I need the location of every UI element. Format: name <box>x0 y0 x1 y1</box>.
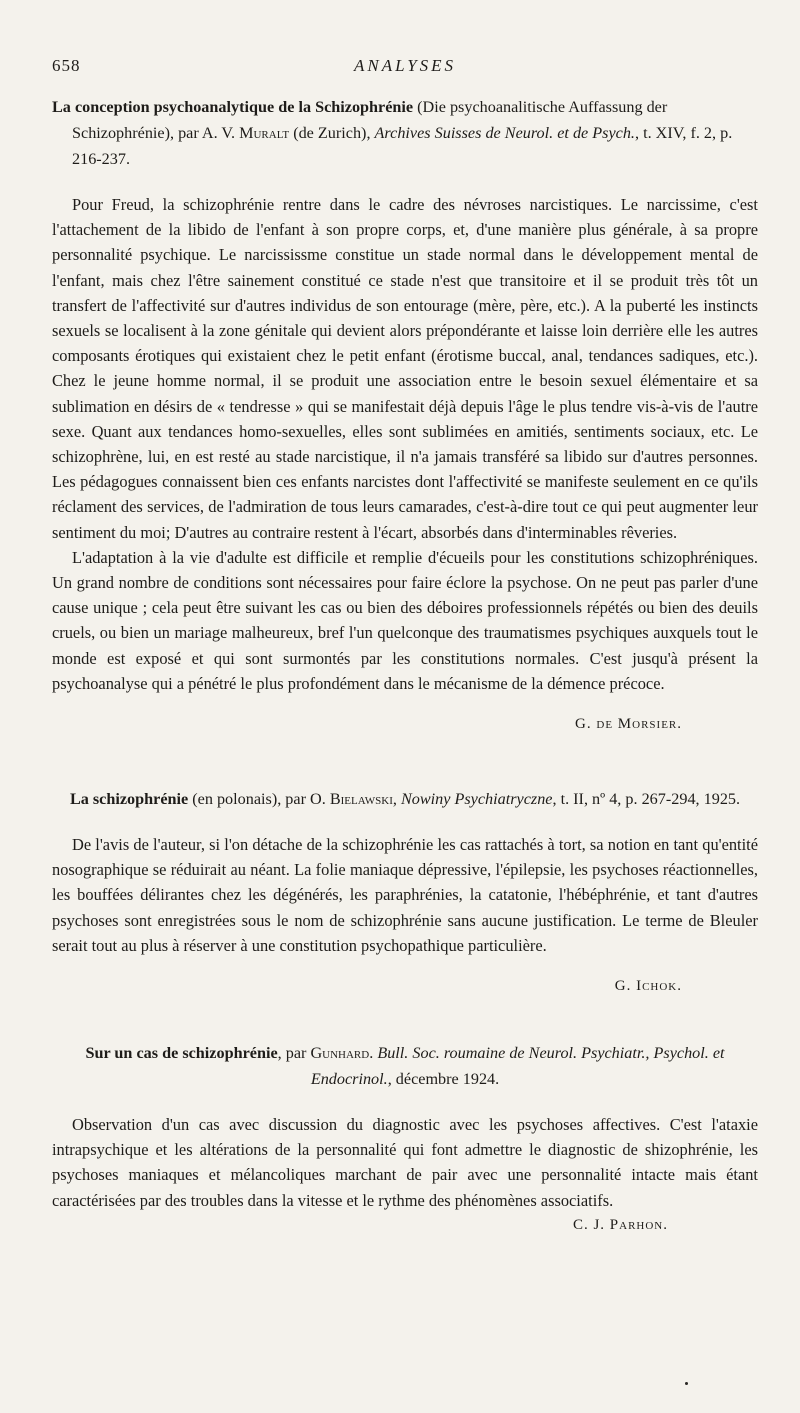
journal-name: Bull. Soc. roumaine de Neurol. Psychiatr., Psychol. et Endocrinol. <box>310 1044 725 1089</box>
paragraph <box>52 1112 758 1233</box>
paragraph: L'adaptation à la vie d'adulte est difficile et remplie d'écueils pour les constitutions schizophréniques. Un grand nombre de conditions sont nécessaires pour faire éclore la psychose. On ne peut pas parler d'une cause unique ; cela peut être suivant les cas ou bien des déboires professionnels répétés ou bien des deuils cruels, ou bien un mariage malheureux, bref l'un quelconque des traumatismes psychiques auxquels tout le monde est exposé et qui sont surmontés par les constitutions normales. C'est jusqu'à présent la psychoanalyse qui a pénétré le plus profondément dans le mécanisme de la démence précoce. <box>52 547 758 693</box>
journal-ref: , t. II, nº 4, p. 267-294, 1925. <box>552 790 741 809</box>
ink-speck <box>685 1382 688 1385</box>
article-heading <box>52 786 758 812</box>
signature: C. J. Parhon. <box>572 1216 668 1233</box>
journal-ref: , décembre 1924. <box>387 1070 500 1089</box>
page-number: 658 <box>52 56 81 75</box>
original-title: (Die psychoanalitische Auffassung der Schizophrénie), par A. V. <box>72 98 668 142</box>
journal-name: Nowiny Psychiatryczne <box>400 790 553 809</box>
article-title: La conception psychoanalytique de la Schizophrénie <box>52 98 414 116</box>
journal-name: Archives Suisses de Neurol. et de Psych. <box>374 124 635 142</box>
article-heading <box>52 94 758 172</box>
author-name: Gunhard <box>310 1044 370 1063</box>
article-title: Sur un cas de schizophrénie <box>85 1044 278 1063</box>
article-title: La schizophrénie <box>69 790 189 809</box>
signature: G. Ichok. <box>614 978 682 995</box>
article-heading <box>52 1040 758 1092</box>
paragraph: De l'avis de l'auteur, si l'on détache de la schizophrénie les cas rattachés à tort, sa notion en tant qu'entité nosographique se réduirait au néant. La folie maniaque dépressive, l'épilepsie, les psychoses réactionnelles, les bouffées délirantes chez les dégénérés, les paraphrénies, la catatonie, l'hébéphrénie, et tant d'autres psychoses sont enregistrées sous le nom de schizophrénie sans aucune justification. Le terme de Bleuler serait tout au plus à réserver à une constitution psychopathique particulière. <box>52 835 758 955</box>
page <box>52 52 758 1238</box>
author-place: (de Zurich), <box>289 124 375 142</box>
running-head <box>52 52 758 82</box>
original-title: (en polonais), par O. <box>188 790 330 809</box>
signature: G. de Morsier. <box>575 716 682 733</box>
paragraph-text: Observation d'un cas avec discussion du diagnostic avec les psychoses affectives. C'est l'ataxie intrapsychique et les altérations de la personnalité qui font admettre le diagnostic de shizophrénie, les psychoses maniaques et mélancoliques marchant de pair avec une personnalité intacte mais étant caractérisées par des troubles dans la vitesse et le rythme des phénomènes associatifs. <box>52 1115 758 1210</box>
article-muralt <box>52 94 758 736</box>
paragraph: Pour Freud, la schizophrénie rentre dans le cadre des névroses narcistiques. Le narcissime, c'est l'attachement de la libido de l'enfant à son propre corps, et, d'une manière plus générale, à sa propre personnalité psychique. Le narcississme constitue un stade normal dans le développement mental de l'enfant, mais chez l'être sainement constitué ce stade n'est que transitoire et il se produit très tôt un transfert de l'affectivité sur d'autres individus de son entourage (mère, père, etc.). A la puberté les instincts sexuels se localisent à la zone génitale qui devient alors prépondérante et laisse loin derrière elle les autres composants érotiques qui existaient chez le petit enfant (érotisme buccal, anal, tendances sadiques, etc.). Chez le jeune homme normal, il se produit une association entre le besoin sexuel élémentaire et sa sublimation en désirs de « tendresse » qui se manifestait déjà depuis l'âge le plus tendre vis-à-vis de l'autre sexe. Quant aux tendances homo-sexuelles, elles sont sublimées en amitiés, sentiments sociaux, etc. Le schizophrène, lui, en est resté au stade narcistique, il n'a jamais transféré sa libido sur d'autres personnes. Les pédagogues connaissent bien ces enfants narcistes dont l'affectivité se manifeste seulement en ce qu'ils réclament des services, de l'admiration de tous leurs camarades, c'est-à-dire tout ce qui peut augmenter leur sentiment du moi; D'autres au contraire restent à l'écart, absorbés dans d'interminables rêveries. <box>52 195 758 542</box>
author-place: . <box>369 1044 378 1063</box>
article-gunhard <box>52 1040 758 1233</box>
article-bielawski <box>52 786 758 998</box>
author-name: Bielawski <box>329 790 393 809</box>
author-place: , <box>392 790 401 809</box>
original-title: , par <box>277 1044 311 1063</box>
section-title: ANALYSES <box>353 56 457 75</box>
author-name: Muralt <box>239 124 290 142</box>
journal-ref: , t. XIV, f. 2, p. 216-237. <box>72 124 733 168</box>
